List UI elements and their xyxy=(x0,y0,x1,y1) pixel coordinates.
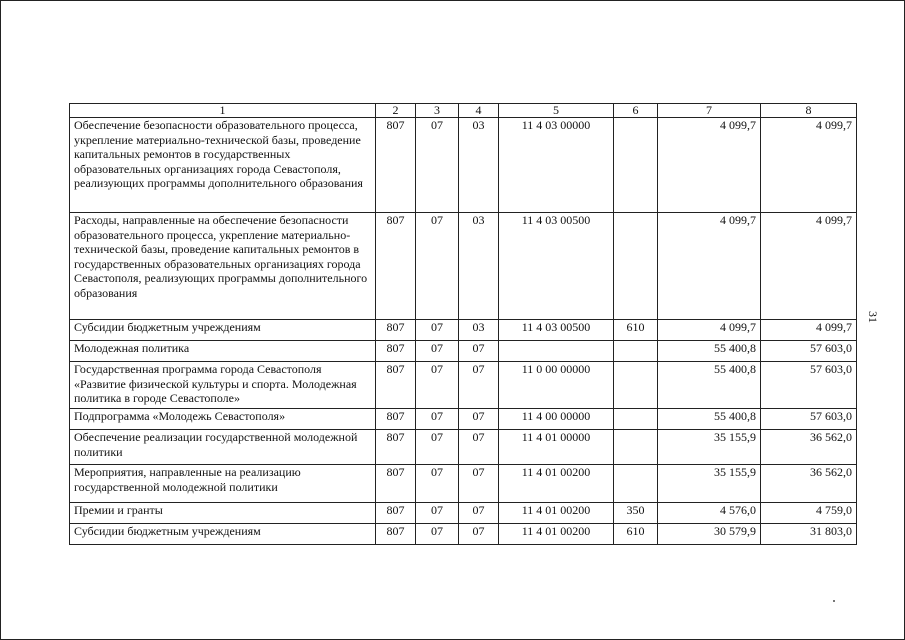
row-description: Обеспечение реализации государственной молодежной политики xyxy=(70,430,376,465)
cell-amount-year1: 55 400,8 xyxy=(658,341,761,362)
col-header-3: 3 xyxy=(416,104,459,118)
cell-admin-code: 807 xyxy=(376,213,416,320)
col-header-5: 5 xyxy=(499,104,614,118)
cell-amount-year2: 57 603,0 xyxy=(761,341,857,362)
cell-expense-type xyxy=(614,341,658,362)
cell-amount-year2: 4 759,0 xyxy=(761,503,857,524)
cell-subsection: 03 xyxy=(459,320,499,341)
cell-amount-year2: 36 562,0 xyxy=(761,430,857,465)
cell-section: 07 xyxy=(416,118,459,213)
cell-amount-year1: 35 155,9 xyxy=(658,430,761,465)
cell-subsection: 03 xyxy=(459,213,499,320)
cell-subsection: 03 xyxy=(459,118,499,213)
cell-admin-code: 807 xyxy=(376,503,416,524)
cell-section: 07 xyxy=(416,320,459,341)
cell-subsection: 07 xyxy=(459,465,499,503)
cell-expense-type: 610 xyxy=(614,320,658,341)
cell-amount-year1: 4 099,7 xyxy=(658,118,761,213)
cell-target-article: 11 4 03 00500 xyxy=(499,213,614,320)
row-description: Государственная программа города Севастополя «Развитие физической культуры и спорта. Молодежная политика в городе Севастополе» xyxy=(70,362,376,409)
row-description: Расходы, направленные на обеспечение безопасности образовательного процесса, укрепление материально-технической базы, проведение капитальных ремонтов в государственных образовательных организациях города Севастополя, реализующих программы дополнительного образования xyxy=(70,213,376,320)
row-description: Субсидии бюджетным учреждениям xyxy=(70,524,376,545)
cell-target-article: 11 4 03 00000 xyxy=(499,118,614,213)
table-row xyxy=(70,320,857,341)
cell-amount-year2: 4 099,7 xyxy=(761,118,857,213)
cell-section: 07 xyxy=(416,524,459,545)
table-row xyxy=(70,362,857,409)
cell-expense-type: 350 xyxy=(614,503,658,524)
cell-subsection: 07 xyxy=(459,362,499,409)
cell-expense-type xyxy=(614,118,658,213)
cell-amount-year2: 57 603,0 xyxy=(761,409,857,430)
table-row xyxy=(70,503,857,524)
cell-amount-year2: 57 603,0 xyxy=(761,362,857,409)
table-row xyxy=(70,341,857,362)
cell-amount-year1: 30 579,9 xyxy=(658,524,761,545)
cell-section: 07 xyxy=(416,409,459,430)
cell-expense-type xyxy=(614,465,658,503)
cell-target-article: 11 4 01 00200 xyxy=(499,503,614,524)
cell-section: 07 xyxy=(416,341,459,362)
cell-target-article: 11 4 01 00000 xyxy=(499,430,614,465)
cell-amount-year1: 4 099,7 xyxy=(658,320,761,341)
cell-admin-code: 807 xyxy=(376,341,416,362)
table-row xyxy=(70,430,857,465)
row-description: Мероприятия, направленные на реализацию государственной молодежной политики xyxy=(70,465,376,503)
cell-subsection: 07 xyxy=(459,409,499,430)
cell-target-article: 11 4 00 00000 xyxy=(499,409,614,430)
budget-table xyxy=(69,103,857,545)
cell-subsection: 07 xyxy=(459,430,499,465)
cell-admin-code: 807 xyxy=(376,430,416,465)
cell-admin-code: 807 xyxy=(376,118,416,213)
table-row xyxy=(70,524,857,545)
cell-target-article: 11 4 03 00500 xyxy=(499,320,614,341)
col-header-4: 4 xyxy=(459,104,499,118)
cell-target-article: 11 0 00 00000 xyxy=(499,362,614,409)
table-row xyxy=(70,213,857,320)
cell-target-article: 11 4 01 00200 xyxy=(499,465,614,503)
cell-amount-year1: 4 099,7 xyxy=(658,213,761,320)
scan-speck xyxy=(833,600,835,602)
cell-amount-year2: 4 099,7 xyxy=(761,320,857,341)
cell-section: 07 xyxy=(416,503,459,524)
row-description: Премии и гранты xyxy=(70,503,376,524)
cell-expense-type: 610 xyxy=(614,524,658,545)
cell-amount-year2: 36 562,0 xyxy=(761,465,857,503)
table-row xyxy=(70,118,857,213)
row-description: Молодежная политика xyxy=(70,341,376,362)
page-number: 31 xyxy=(866,311,880,323)
row-description: Субсидии бюджетным учреждениям xyxy=(70,320,376,341)
table-row xyxy=(70,465,857,503)
cell-section: 07 xyxy=(416,213,459,320)
col-header-7: 7 xyxy=(658,104,761,118)
cell-expense-type xyxy=(614,430,658,465)
cell-admin-code: 807 xyxy=(376,320,416,341)
cell-section: 07 xyxy=(416,430,459,465)
row-description: Подпрограмма «Молодежь Севастополя» xyxy=(70,409,376,430)
col-header-1: 1 xyxy=(70,104,376,118)
cell-amount-year2: 4 099,7 xyxy=(761,213,857,320)
col-header-6: 6 xyxy=(614,104,658,118)
col-header-8: 8 xyxy=(761,104,857,118)
cell-admin-code: 807 xyxy=(376,465,416,503)
cell-amount-year1: 35 155,9 xyxy=(658,465,761,503)
cell-amount-year1: 55 400,8 xyxy=(658,409,761,430)
cell-admin-code: 807 xyxy=(376,409,416,430)
cell-subsection: 07 xyxy=(459,341,499,362)
cell-admin-code: 807 xyxy=(376,524,416,545)
cell-target-article: 11 4 01 00200 xyxy=(499,524,614,545)
cell-admin-code: 807 xyxy=(376,362,416,409)
cell-amount-year1: 55 400,8 xyxy=(658,362,761,409)
cell-subsection: 07 xyxy=(459,524,499,545)
cell-expense-type xyxy=(614,213,658,320)
col-header-2: 2 xyxy=(376,104,416,118)
cell-amount-year2: 31 803,0 xyxy=(761,524,857,545)
cell-expense-type xyxy=(614,362,658,409)
row-description: Обеспечение безопасности образовательного процесса, укрепление материально-технической базы, проведение капитальных ремонтов в государственных образовательных организациях города Севастополя, реализующих программы дополнительного образования xyxy=(70,118,376,213)
cell-section: 07 xyxy=(416,362,459,409)
cell-expense-type xyxy=(614,409,658,430)
cell-amount-year1: 4 576,0 xyxy=(658,503,761,524)
cell-section: 07 xyxy=(416,465,459,503)
table-row xyxy=(70,409,857,430)
cell-target-article xyxy=(499,341,614,362)
table-header-row xyxy=(70,104,857,118)
cell-subsection: 07 xyxy=(459,503,499,524)
